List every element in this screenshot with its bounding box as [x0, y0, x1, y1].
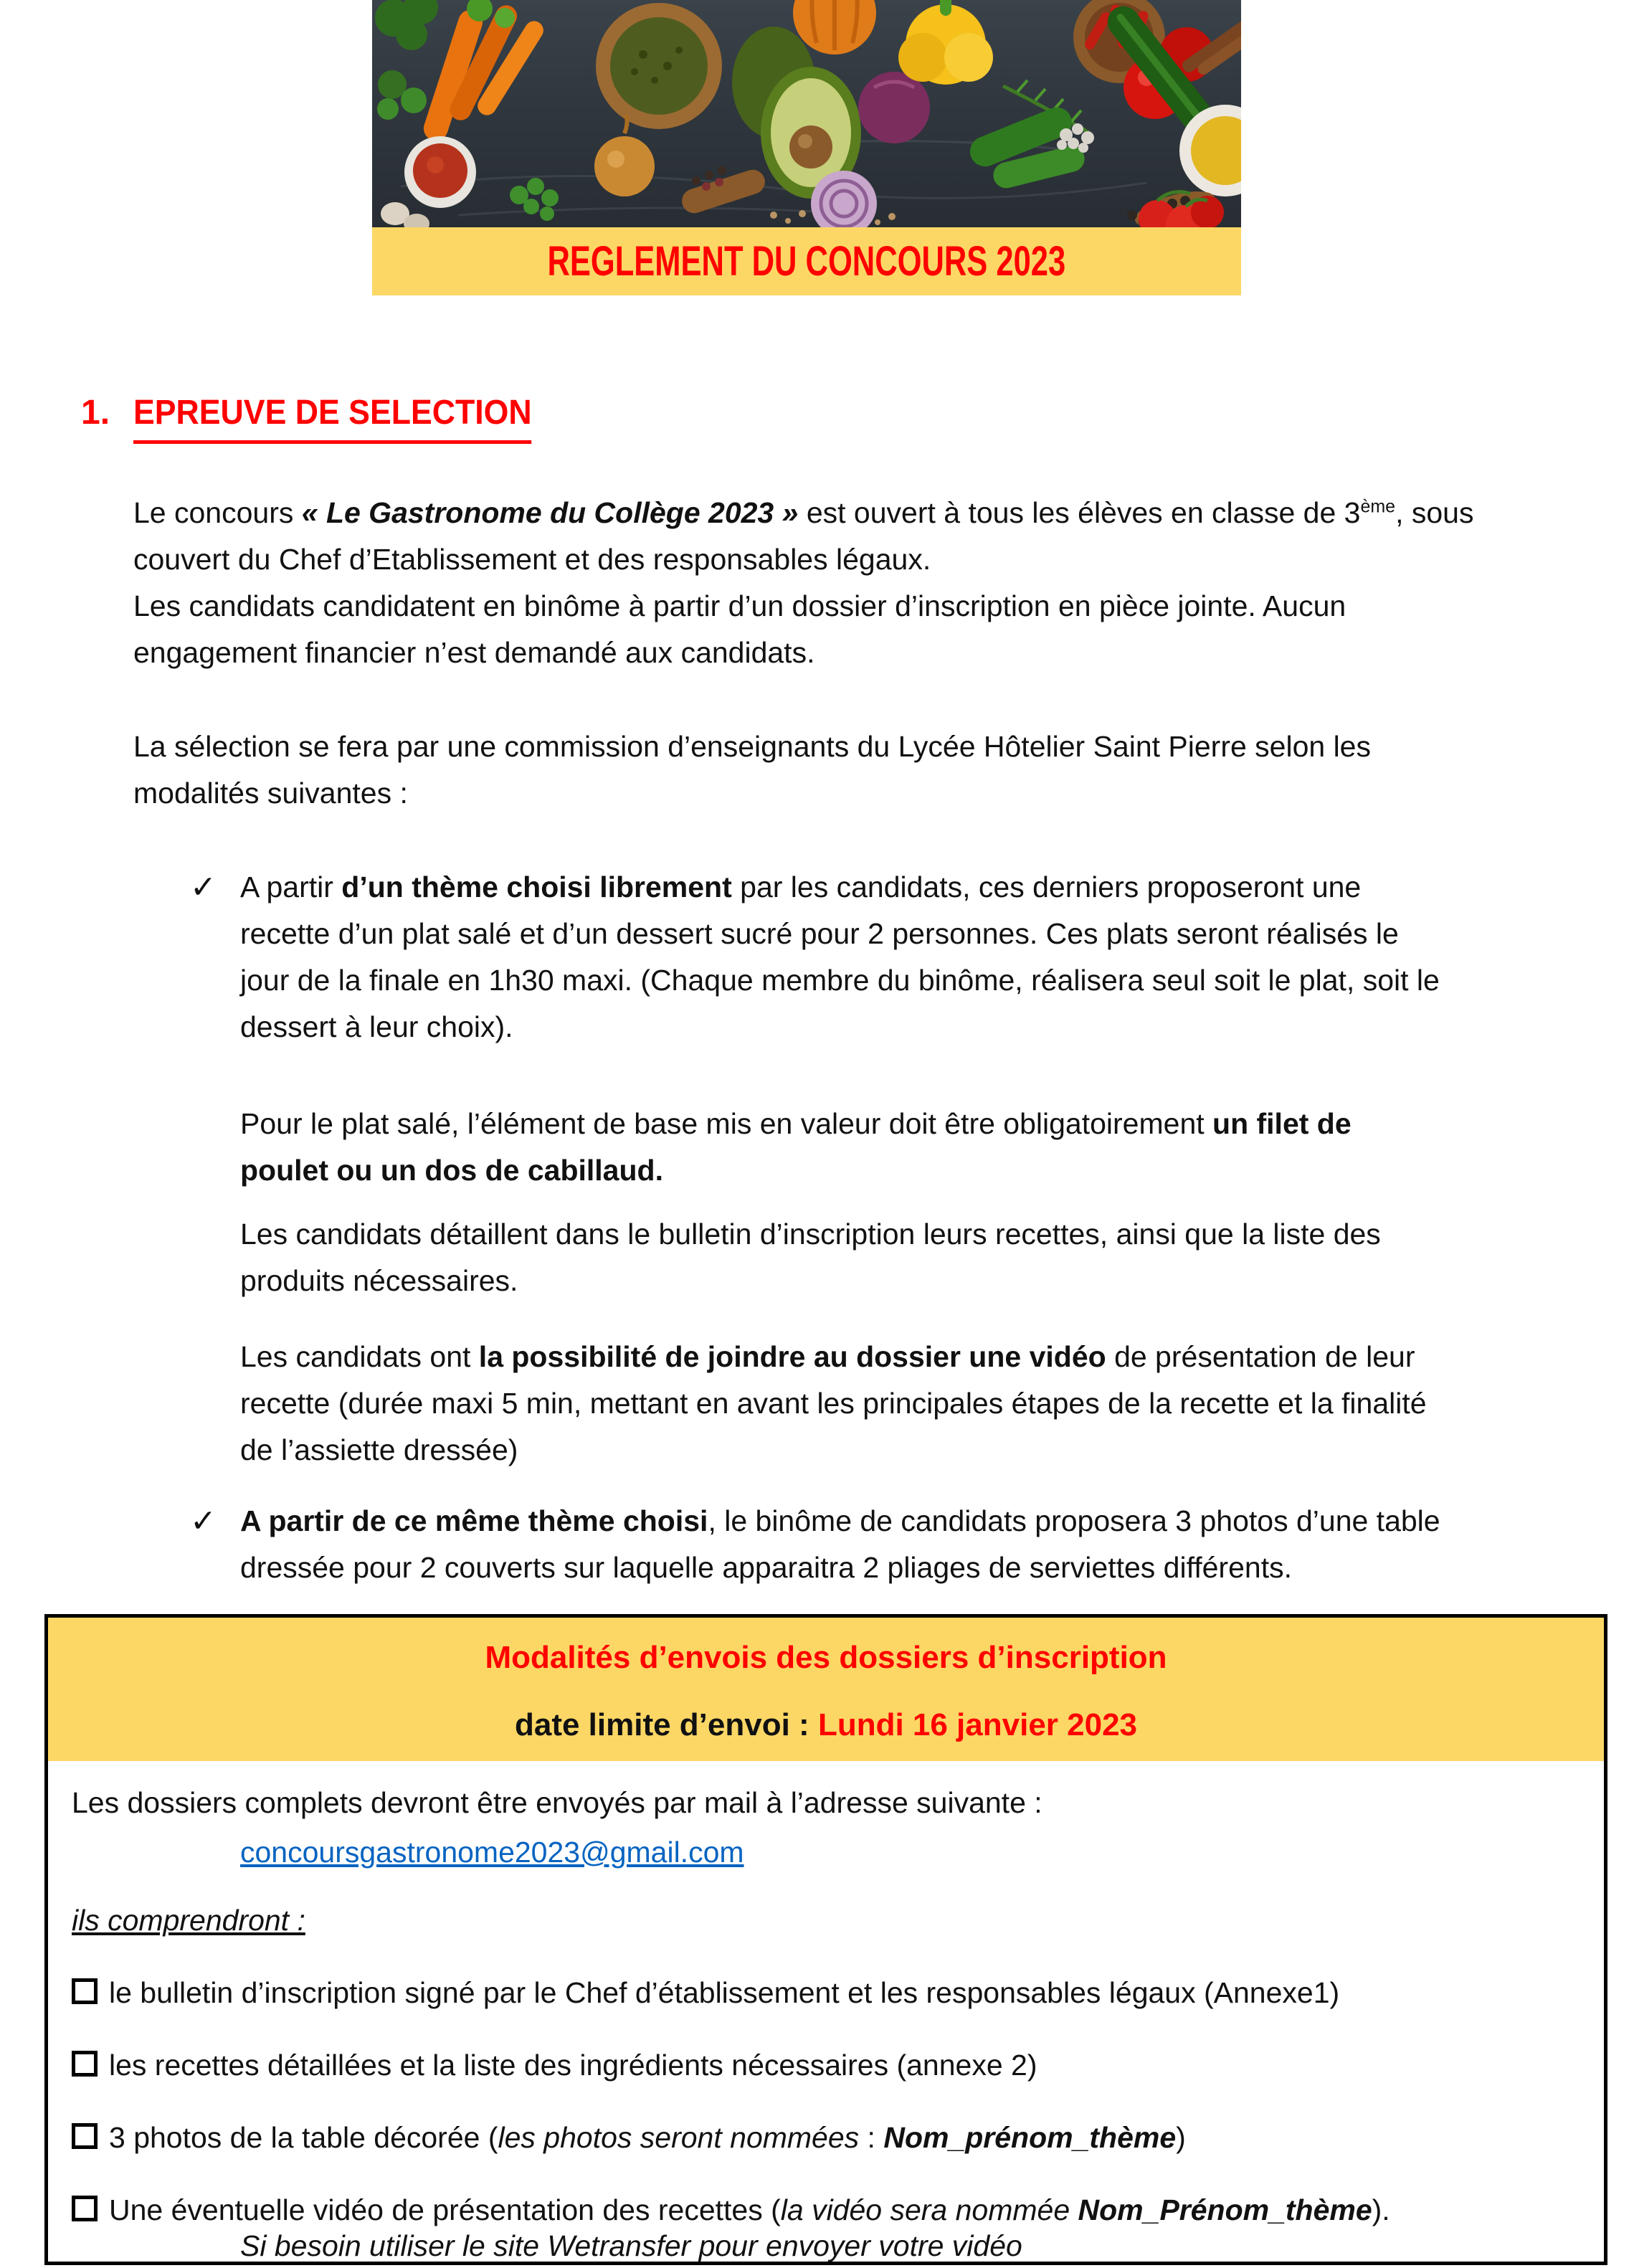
- text-line: Les candidats candidatent en binôme à partir d’un dossier d’inscription en pièce jointe. Aucun: [133, 589, 1346, 622]
- text-line: de l’assiette dressée): [240, 1433, 518, 1466]
- email-line: [240, 1829, 1582, 1876]
- checkbox-icon: [72, 2123, 98, 2149]
- item-text: les recettes détaillées et la liste des ingrédients nécessaires (annexe 2): [109, 2049, 1037, 2082]
- text-line: engagement financier n’est demandé aux candidats.: [133, 636, 815, 669]
- text-line: Les candidats ont la possibilité de joindre au dossier une vidéo de présentation de leur: [240, 1340, 1415, 1373]
- text-line: dessert à leur choix).: [240, 1010, 513, 1043]
- section-heading: [81, 393, 1634, 444]
- deadline-label: date limite d’envoi :: [514, 1707, 818, 1742]
- checklist-item: [72, 1970, 1582, 2016]
- mail-intro: Les dossiers complets devront être envoyés par mail à l’adresse suivante :: [72, 1786, 1042, 1819]
- checkbox-icon: [72, 2051, 98, 2077]
- banner-title-bar: [372, 227, 1241, 295]
- check-icon: ✓: [190, 1504, 217, 1539]
- deadline-line: [48, 1705, 1604, 1745]
- paragraph-bulletin: [240, 1211, 1634, 1304]
- info-box-body: [48, 1761, 1604, 2264]
- banner: [372, 0, 1241, 295]
- text-line: modalités suivantes :: [133, 777, 408, 810]
- text-line: A partir de ce même thème choisi, le binôme de candidats proposera 3 photos d’une table: [240, 1504, 1440, 1537]
- section-title: EPREUVE DE SELECTION: [133, 393, 532, 444]
- paragraph-selection: [133, 723, 1634, 817]
- checkbox-icon: [72, 1978, 98, 2004]
- text-line: La sélection se fera par une commission d’enseignants du Lycée Hôtelier Saint Pierre selon les: [133, 730, 1371, 763]
- text-line: Le concours « Le Gastronome du Collège 2023 » est ouvert à tous les élèves en classe de 3ème, sous: [133, 496, 1474, 529]
- info-box: [44, 1614, 1607, 2265]
- item-text: 3 photos de la table décorée (les photos seront nommées : Nom_prénom_thème): [109, 2121, 1186, 2154]
- text-line: jour de la finale en 1h30 maxi. (Chaque membre du binôme, réalisera seul soit le plat, soit le: [240, 964, 1440, 997]
- paragraph-video: [240, 1334, 1634, 1474]
- text-line: poulet ou un dos de cabillaud.: [240, 1154, 663, 1187]
- info-box-header: [48, 1618, 1604, 1761]
- wetransfer-note: Si besoin utiliser le site Wetransfer pour envoyer votre vidéo: [240, 2229, 1022, 2262]
- section-number: 1.: [81, 394, 110, 432]
- item-text: le bulletin d’inscription signé par le Chef d’établissement et les responsables légaux (Annexe1): [109, 1976, 1340, 2009]
- list-intro: ils comprendront :: [72, 1904, 305, 1937]
- email-link[interactable]: concoursgastronome2023@gmail.com: [240, 1836, 744, 1869]
- check-icon: ✓: [190, 870, 217, 905]
- bullet-theme: [190, 864, 1634, 1050]
- document-body: [133, 490, 1634, 1591]
- checklist-item: [72, 2187, 1582, 2234]
- text-line: dressée pour 2 couverts sur laquelle apparaitra 2 pliages de serviettes différents.: [240, 1551, 1292, 1584]
- deadline-value: Lundi 16 janvier 2023: [817, 1707, 1138, 1742]
- document-title: REGLEMENT DU CONCOURS 2023: [547, 238, 1066, 285]
- checklist-item: [72, 2115, 1582, 2161]
- text-line: recette (durée maxi 5 min, mettant en avant les principales étapes de la recette et la finalité: [240, 1387, 1427, 1420]
- text-line: Les candidats détaillent dans le bulletin d’inscription leurs recettes, ainsi que la liste des: [240, 1218, 1381, 1251]
- text-line: recette d’un plat salé et d’un dessert sucré pour 2 personnes. Ces plats seront réalisés le: [240, 917, 1399, 950]
- checklist-item: [72, 2042, 1582, 2089]
- bullet-photos: [190, 1498, 1634, 1591]
- text-line: produits nécessaires.: [240, 1264, 518, 1297]
- paragraph-intro: [133, 490, 1634, 676]
- text-line: couvert du Chef d’Etablissement et des responsables légaux.: [133, 543, 931, 576]
- paragraph-plat-sale: [240, 1101, 1634, 1194]
- item-text: Une éventuelle vidéo de présentation des recettes (la vidéo sera nommée Nom_Prénom_thème).: [109, 2193, 1390, 2226]
- checkbox-icon: [72, 2196, 98, 2221]
- box-header-title: Modalités d’envois des dossiers d’inscription: [485, 1640, 1167, 1675]
- text-line: A partir d’un thème choisi librement par les candidats, ces derniers proposeront une: [240, 870, 1362, 903]
- food-banner-image: [372, 0, 1241, 227]
- text-line: Pour le plat salé, l’élément de base mis en valeur doit être obligatoirement un filet de: [240, 1107, 1352, 1140]
